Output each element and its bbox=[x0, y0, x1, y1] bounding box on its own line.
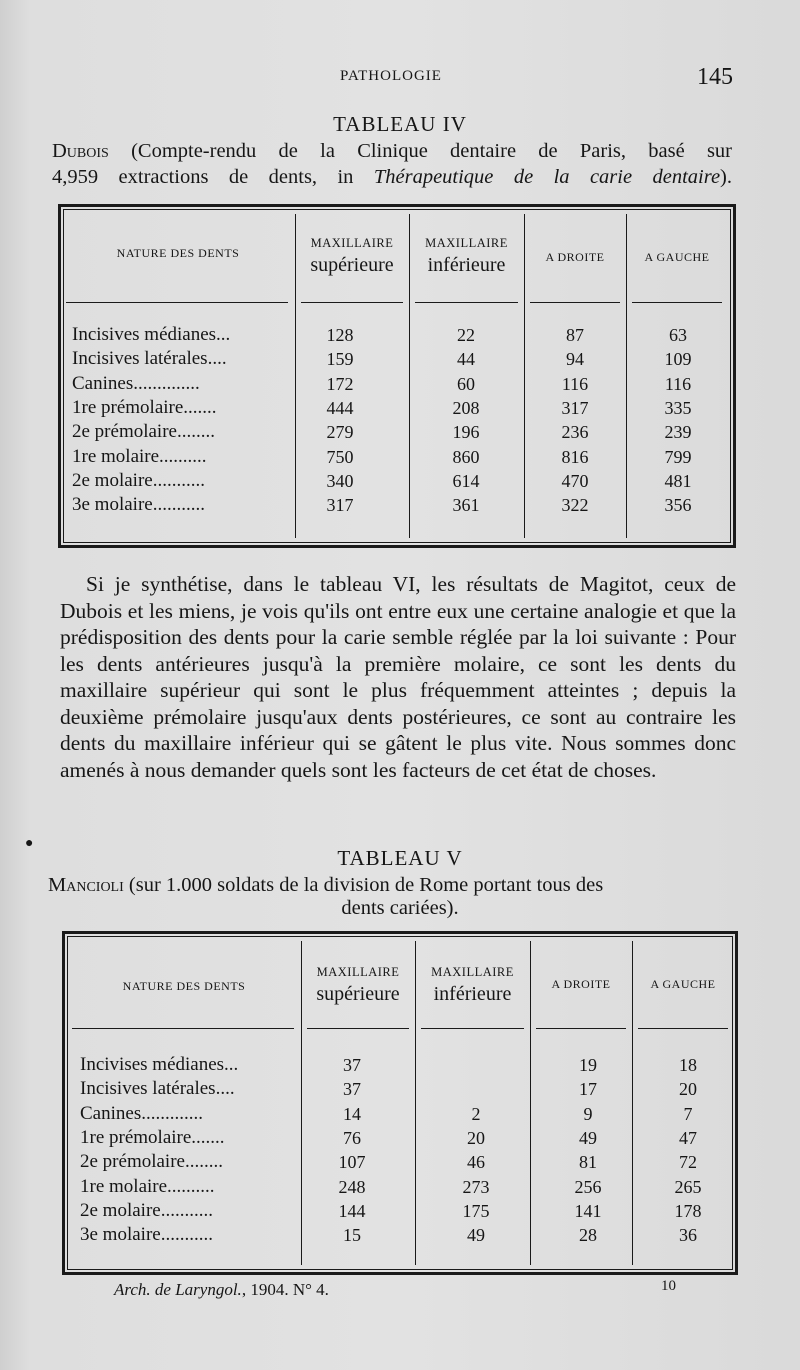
running-head-title: PATHOLOGIE bbox=[340, 68, 442, 84]
table-cell-droite: 317 bbox=[561, 397, 589, 418]
table-cell-gauche: 239 bbox=[664, 422, 692, 443]
table-cell-sup: 317 bbox=[326, 495, 354, 516]
table-cell-droite: 236 bbox=[561, 422, 589, 443]
table4-caption-line2 bbox=[52, 164, 732, 190]
table4-caption-text2: 4,959 extractions de dents, in bbox=[52, 166, 374, 188]
table-cell-inf: 614 bbox=[452, 470, 480, 491]
table4-header-maxsup-bottom: supérieure bbox=[310, 254, 394, 276]
table4-header-nature: NATURE DES DENTS bbox=[116, 246, 240, 260]
body-paragraph bbox=[60, 571, 736, 783]
table-cell-gauche: 481 bbox=[664, 470, 692, 491]
body-paragraph-text: Si je synthétise, dans le tableau VI, les résultats de Magitot, ceux de Dubois et les miens, je vois qu'ils ont entre eux une certaine analogie et que la prédisposition des dents pour la carie semble réglée par la loi suivante : Pour les dents antérieures jusqu'à la première molaire, ce sont les dents du maxillaire supérieur qui sont le plus fréquemment atteintes ; depuis la deuxième prémolaire jusqu'aux dents postérieures, ce sont au contraire les dents du maxillaire inférieur qui se gâtent le plus vite. Nous sommes donc amenés à nous demander quels sont les facteurs de cet état de choses. bbox=[60, 572, 736, 782]
footer-details: , 1904. N° 4. bbox=[241, 1280, 329, 1299]
table5-header-maxsup-top: MAXILLAIRE bbox=[316, 965, 400, 979]
table-row-label: 1re prémolaire....... bbox=[80, 1126, 225, 1148]
table-cell-droite: 49 bbox=[579, 1127, 597, 1148]
table-row-label: Incivises médianes... bbox=[80, 1054, 239, 1075]
table5-header-gauche: A GAUCHE bbox=[650, 977, 716, 991]
page-number: 145 bbox=[697, 64, 733, 90]
table4-header-maxsup-top: MAXILLAIRE bbox=[310, 236, 394, 250]
table4-caption-italic: Thérapeutique de la carie dentaire bbox=[373, 166, 721, 188]
table5-header-rule bbox=[638, 1028, 728, 1029]
table-cell-sup: 279 bbox=[326, 422, 354, 443]
table-cell-gauche: 799 bbox=[664, 446, 692, 467]
table5-header-droite: A DROITE bbox=[551, 977, 611, 991]
table-cell-inf: 49 bbox=[467, 1225, 485, 1246]
table-cell-droite: 94 bbox=[566, 349, 584, 370]
table-row-label: 3e molaire........... bbox=[72, 494, 205, 516]
table-row-label: 1re prémolaire....... bbox=[72, 396, 217, 418]
table-cell-inf: 44 bbox=[457, 349, 475, 370]
table-row-label: Canines............. bbox=[80, 1102, 203, 1124]
table-cell-droite: 470 bbox=[561, 470, 589, 491]
table-cell-inf: 2 bbox=[471, 1103, 481, 1124]
table5-header-nature: NATURE DES DENTS bbox=[122, 979, 246, 993]
table5-header-rule bbox=[72, 1028, 294, 1029]
table-cell-sup: 172 bbox=[326, 373, 354, 394]
table-row-label: 2e prémolaire........ bbox=[72, 421, 215, 443]
footer-citation bbox=[114, 1280, 329, 1300]
table5-header-rule bbox=[307, 1028, 409, 1029]
table-cell-inf: 361 bbox=[452, 495, 480, 516]
table-cell-sup: 15 bbox=[343, 1225, 361, 1246]
table-row-label: 3e molaire........... bbox=[80, 1224, 213, 1246]
table-cell-sup: 37 bbox=[343, 1079, 361, 1100]
table-cell-droite: 28 bbox=[579, 1225, 597, 1246]
table4-caption-text1: (Compte-rendu de la Clinique dentaire de Paris, basé sur bbox=[131, 140, 732, 162]
table-cell-droite: 81 bbox=[579, 1152, 597, 1173]
table-cell-sup: 340 bbox=[326, 470, 354, 491]
table4-header-rule bbox=[415, 302, 518, 303]
table4-header-rule bbox=[530, 302, 620, 303]
table5-caption-author: Mancioli bbox=[48, 874, 124, 896]
table-cell-droite: 17 bbox=[579, 1079, 597, 1100]
table-cell-sup: 107 bbox=[338, 1152, 366, 1173]
table-cell-sup: 76 bbox=[343, 1127, 361, 1148]
table-cell-droite: 141 bbox=[574, 1200, 602, 1221]
table-row-label: 1re molaire.......... bbox=[72, 445, 207, 467]
table-cell-sup: 159 bbox=[326, 349, 354, 370]
table5-caption-text1: (sur 1.000 soldats de la division de Rome portant tous des bbox=[128, 874, 604, 896]
table4-header-rule bbox=[632, 302, 722, 303]
table-cell-droite: 322 bbox=[561, 495, 589, 516]
table-cell-inf: 22 bbox=[457, 325, 475, 345]
table-cell-droite: 9 bbox=[583, 1103, 593, 1124]
table4-header-rule bbox=[66, 302, 288, 303]
footer-journal: Arch. de Laryngol. bbox=[114, 1280, 242, 1299]
table4-caption-end: ). bbox=[720, 166, 732, 188]
table-cell-sup: 444 bbox=[326, 397, 354, 418]
table5-title: TABLEAU V bbox=[337, 846, 463, 870]
table4-caption-line1 bbox=[52, 138, 732, 164]
table-cell-gauche: 335 bbox=[664, 397, 692, 418]
table-cell-gauche: 109 bbox=[664, 349, 692, 370]
table-cell-gauche: 72 bbox=[679, 1152, 697, 1173]
table-cell-droite: 19 bbox=[579, 1055, 597, 1075]
table-cell-gauche: 47 bbox=[679, 1127, 697, 1148]
table4-header-gauche: A GAUCHE bbox=[644, 250, 710, 264]
table4-header-droite: A DROITE bbox=[545, 250, 605, 264]
table4-header-rule bbox=[301, 302, 403, 303]
table4-header-maxinf-bottom: inférieure bbox=[427, 254, 506, 276]
table-cell-sup: 128 bbox=[326, 325, 354, 345]
table-row-label: Incisives latérales.... bbox=[80, 1078, 235, 1100]
table-cell-sup: 37 bbox=[343, 1055, 361, 1075]
table-cell-gauche: 20 bbox=[679, 1079, 697, 1100]
table-cell-droite: 256 bbox=[574, 1176, 602, 1197]
table-cell-droite: 816 bbox=[561, 446, 589, 467]
table5-header-maxinf-bottom: inférieure bbox=[433, 983, 512, 1005]
table-cell-gauche: 18 bbox=[679, 1055, 697, 1075]
table-cell-inf: 273 bbox=[462, 1176, 490, 1197]
table-cell-inf: 46 bbox=[467, 1152, 485, 1173]
table-cell-gauche: 356 bbox=[664, 495, 692, 516]
table-cell-inf: 60 bbox=[457, 373, 475, 394]
table-cell-gauche: 178 bbox=[674, 1200, 702, 1221]
table-cell-droite: 87 bbox=[566, 325, 584, 345]
table5-header-maxinf-top: MAXILLAIRE bbox=[431, 965, 514, 979]
table4-header-maxinf-top: MAXILLAIRE bbox=[425, 236, 508, 250]
table-cell-gauche: 265 bbox=[674, 1176, 702, 1197]
table5-header-rule bbox=[536, 1028, 626, 1029]
table-cell-sup: 14 bbox=[343, 1103, 361, 1124]
running-head bbox=[0, 62, 800, 92]
table4-caption-author: Dubois bbox=[52, 140, 109, 162]
table-cell-inf: 196 bbox=[452, 422, 480, 443]
table-cell-gauche: 36 bbox=[679, 1225, 697, 1246]
table-row-label: Incisives médianes... bbox=[72, 324, 231, 345]
table-cell-inf: 175 bbox=[462, 1200, 490, 1221]
table-cell-inf: 208 bbox=[452, 397, 480, 418]
signature-mark: 10 bbox=[661, 1278, 676, 1294]
table-row-label: 1re molaire.......... bbox=[80, 1175, 215, 1197]
table-cell-sup: 750 bbox=[326, 446, 354, 467]
table-row-label: 2e molaire........... bbox=[80, 1199, 213, 1221]
table4-title: TABLEAU IV bbox=[333, 112, 467, 136]
table5-caption-line2: dents cariées). bbox=[341, 897, 459, 919]
table-cell-gauche: 63 bbox=[669, 325, 687, 345]
table5-header-rule bbox=[421, 1028, 524, 1029]
margin-mark: ● bbox=[25, 836, 34, 851]
table-cell-inf: 20 bbox=[467, 1127, 485, 1148]
table-cell-inf: 860 bbox=[452, 446, 480, 467]
table5-header-maxsup-bottom: supérieure bbox=[316, 983, 400, 1005]
table-row-label: 2e prémolaire........ bbox=[80, 1151, 223, 1173]
table-cell-gauche: 116 bbox=[664, 373, 692, 394]
table-cell-gauche: 7 bbox=[683, 1103, 693, 1124]
table-cell-sup: 248 bbox=[338, 1176, 366, 1197]
table-row-label: 2e molaire........... bbox=[72, 469, 205, 491]
table-cell-sup: 144 bbox=[338, 1200, 366, 1221]
table-row-label: Canines.............. bbox=[72, 372, 200, 394]
table-row-label: Incisives latérales.... bbox=[72, 348, 227, 370]
table-cell-droite: 116 bbox=[561, 373, 589, 394]
